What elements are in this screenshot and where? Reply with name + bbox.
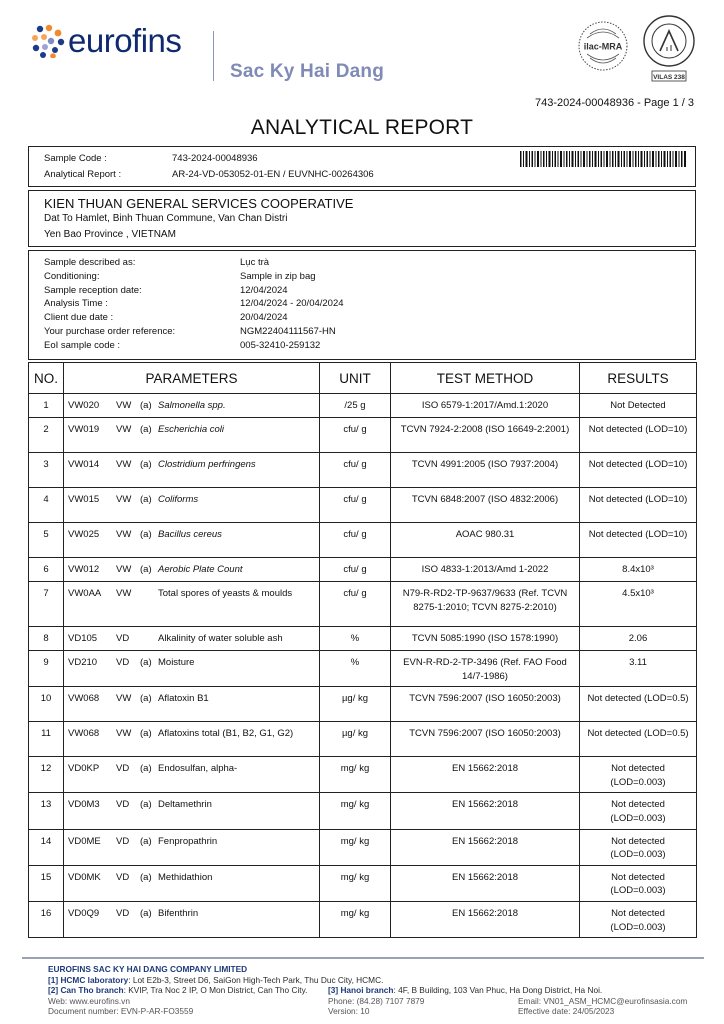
parameter-type: VW bbox=[116, 494, 132, 505]
parameter-cell bbox=[64, 418, 320, 453]
parameter-cell bbox=[64, 627, 320, 651]
table-row bbox=[29, 523, 697, 558]
footer-divider bbox=[22, 957, 704, 959]
parameter-code: VD0Q9 bbox=[68, 907, 100, 919]
parameter-type: VW bbox=[116, 459, 132, 470]
parameter-name: Methidathion bbox=[158, 871, 213, 883]
result-cell: Not detected (LOD=0.003) bbox=[580, 829, 697, 865]
parameter-name: Clostridium perfringens bbox=[158, 459, 256, 470]
parameter-type: VD bbox=[116, 657, 130, 668]
accreditation-mark: (a) bbox=[140, 799, 152, 811]
unit-cell: µg/ kg bbox=[320, 722, 391, 757]
sample-info-label: Your purchase order reference: bbox=[44, 326, 176, 337]
accreditation-mark: (a) bbox=[140, 657, 152, 668]
table-row bbox=[29, 418, 697, 453]
row-number: 4 bbox=[29, 488, 64, 523]
sample-info-label: Sample described as: bbox=[44, 257, 136, 268]
brand-logo-text: eurofins bbox=[68, 22, 182, 59]
unit-cell: cfu/ g bbox=[320, 582, 391, 627]
row-number: 7 bbox=[29, 582, 64, 627]
row-number: 5 bbox=[29, 523, 64, 558]
accreditation-mark: (a) bbox=[140, 494, 152, 505]
row-number: 8 bbox=[29, 627, 64, 651]
table-row bbox=[29, 901, 697, 937]
parameter-name: Deltamethrin bbox=[158, 799, 212, 811]
table-row bbox=[29, 582, 697, 627]
table-row bbox=[29, 865, 697, 901]
parameter-name: Fenpropathrin bbox=[158, 835, 218, 847]
test-method-cell: EN 15662:2018 bbox=[391, 901, 580, 937]
accreditation-seal-icon bbox=[640, 14, 698, 84]
unit-cell: µg/ kg bbox=[320, 687, 391, 722]
footer-hcmc-label: [1] HCMC laboratory bbox=[48, 974, 129, 985]
row-number: 10 bbox=[29, 687, 64, 722]
parameter-name: Endosulfan, alpha- bbox=[158, 763, 238, 775]
result-cell: Not detected (LOD=0.5) bbox=[580, 722, 697, 757]
parameter-code: VD0M3 bbox=[68, 799, 100, 811]
parameter-code: VW025 bbox=[68, 529, 100, 540]
parameter-code: VW068 bbox=[68, 728, 100, 740]
parameter-type: VD bbox=[116, 835, 130, 847]
result-cell: Not detected (LOD=0.003) bbox=[580, 901, 697, 937]
page-title: ANALYTICAL REPORT bbox=[250, 116, 474, 139]
parameter-code: VD210 bbox=[68, 657, 98, 668]
parameter-type: VW bbox=[116, 529, 132, 540]
logo-divider bbox=[213, 31, 214, 81]
parameter-name: Escherichia coli bbox=[158, 424, 224, 435]
test-method-cell: AOAC 980.31 bbox=[391, 523, 580, 558]
table-row bbox=[29, 394, 697, 418]
accreditation-mark: (a) bbox=[140, 693, 152, 705]
footer-hanoi-label: [3] Hanoi branch bbox=[328, 985, 394, 996]
row-number: 11 bbox=[29, 722, 64, 757]
parameter-name: Moisture bbox=[158, 657, 195, 668]
parameter-type: VW bbox=[116, 693, 132, 705]
parameter-code: VW015 bbox=[68, 494, 100, 505]
parameter-code: VW068 bbox=[68, 693, 100, 705]
parameter-cell bbox=[64, 523, 320, 558]
result-cell: Not detected (LOD=10) bbox=[580, 418, 697, 453]
sample-info-label: Conditioning: bbox=[44, 270, 100, 282]
sample-code-value: 743-2024-00048936 bbox=[172, 153, 258, 164]
parameter-cell bbox=[64, 757, 320, 793]
test-method-cell: EN 15662:2018 bbox=[391, 793, 580, 829]
test-method-cell: EN 15662:2018 bbox=[391, 829, 580, 865]
row-number: 16 bbox=[29, 901, 64, 937]
footer-web-link[interactable]: Web: www.eurofins.vn bbox=[48, 995, 130, 1006]
unit-cell: mg/ kg bbox=[320, 901, 391, 937]
parameter-name: Total spores of yeasts & moulds bbox=[158, 588, 293, 599]
parameter-code: VD0KP bbox=[68, 763, 100, 775]
footer-doc-row bbox=[48, 1006, 718, 1017]
accreditation-mark: (a) bbox=[140, 459, 152, 470]
unit-cell: mg/ kg bbox=[320, 793, 391, 829]
col-header-no: NO. bbox=[29, 363, 64, 394]
eurofins-logo-icon bbox=[31, 24, 65, 58]
unit-cell: mg/ kg bbox=[320, 865, 391, 901]
parameter-cell bbox=[64, 488, 320, 523]
parameter-cell bbox=[64, 865, 320, 901]
test-method-cell: TCVN 5085:1990 (ISO 1578:1990) bbox=[391, 627, 580, 651]
unit-cell: % bbox=[320, 651, 391, 687]
parameter-name: Bifenthrin bbox=[158, 907, 199, 919]
parameter-cell bbox=[64, 793, 320, 829]
parameter-name: Aflatoxin B1 bbox=[158, 693, 209, 705]
parameter-type: VD bbox=[116, 871, 130, 883]
test-method-cell: EN 15662:2018 bbox=[391, 865, 580, 901]
test-method-cell: TCVN 6848:2007 (ISO 4832:2006) bbox=[391, 488, 580, 523]
parameter-name: Coliforms bbox=[158, 494, 199, 505]
result-cell: Not detected (LOD=0.003) bbox=[580, 865, 697, 901]
parameter-cell bbox=[64, 651, 320, 687]
table-row bbox=[29, 558, 697, 582]
result-cell: 3.11 bbox=[580, 651, 697, 687]
parameter-cell bbox=[64, 558, 320, 582]
col-header-results: RESULTS bbox=[580, 363, 697, 394]
accreditation-mark: (a) bbox=[140, 907, 152, 919]
table-row bbox=[29, 793, 697, 829]
row-number: 12 bbox=[29, 757, 64, 793]
accreditation-mark: (a) bbox=[140, 763, 152, 775]
table-header-row bbox=[29, 363, 697, 394]
sample-info-value: 12/04/2024 bbox=[240, 284, 288, 296]
page-indicator: 743-2024-00048936 - Page 1 / 3 bbox=[534, 97, 694, 109]
row-number: 3 bbox=[29, 453, 64, 488]
row-number: 14 bbox=[29, 829, 64, 865]
parameter-code: VW0AA bbox=[68, 588, 102, 599]
parameter-code: VD105 bbox=[68, 633, 98, 644]
unit-cell: cfu/ g bbox=[320, 523, 391, 558]
sample-info-label: EoI sample code : bbox=[44, 339, 121, 351]
parameter-name: Salmonella spp. bbox=[158, 400, 226, 411]
row-number: 15 bbox=[29, 865, 64, 901]
parameter-cell bbox=[64, 901, 320, 937]
footer-hcmc-address: : Lot E2b-3, Street D6, SaiGon High-Tech Park, Thu Duc City, HCMC. bbox=[128, 974, 384, 985]
footer-branches-row bbox=[48, 985, 718, 996]
parameter-code: VW014 bbox=[68, 459, 100, 470]
sample-info-value: 12/04/2024 - 20/04/2024 bbox=[240, 298, 344, 310]
unit-cell: cfu/ g bbox=[320, 488, 391, 523]
test-method-cell: ISO 4833-1:2013/Amd 1-2022 bbox=[391, 558, 580, 582]
parameter-name: Bacillus cereus bbox=[158, 529, 222, 540]
sample-info-value: Lục trà bbox=[240, 257, 270, 268]
result-cell: Not detected (LOD=0.003) bbox=[580, 757, 697, 793]
analytical-report-value: AR-24-VD-053052-01-EN / EUVNHC-00264306 bbox=[172, 169, 374, 180]
parameter-name: Alkalinity of water soluble ash bbox=[158, 633, 283, 644]
parameter-type: VD bbox=[116, 763, 130, 775]
accreditation-mark: (a) bbox=[140, 728, 152, 740]
customer-name: KIEN THUAN GENERAL SERVICES COOPERATIVE bbox=[44, 196, 354, 211]
unit-cell: % bbox=[320, 627, 391, 651]
footer bbox=[48, 964, 718, 1017]
footer-hanoi-address: : 4F, B Building, 103 Van Phuc, Ha Dong District, Ha Noi. bbox=[393, 985, 603, 996]
result-cell: Not detected (LOD=10) bbox=[580, 453, 697, 488]
col-header-method: TEST METHOD bbox=[391, 363, 580, 394]
test-method-cell: N79-R-RD2-TP-9637/9633 (Ref. TCVN 8275-1:2010; TCVN 8275-2:2010) bbox=[391, 582, 580, 627]
barcode-icon bbox=[520, 151, 686, 167]
table-row bbox=[29, 488, 697, 523]
footer-effective-date: Effective date: 24/05/2023 bbox=[518, 1006, 615, 1017]
sample-info-value: NGM22404111567-HN bbox=[240, 326, 336, 337]
customer-address-line2: Yen Bao Province , VIETNAM bbox=[44, 229, 176, 240]
ilac-mra-seal-icon bbox=[577, 20, 629, 72]
sample-info-value: Sample in zip bag bbox=[240, 270, 316, 282]
result-cell: Not Detected bbox=[580, 394, 697, 418]
test-method-cell: ISO 6579-1:2017/Amd.1:2020 bbox=[391, 394, 580, 418]
parameter-code: VD0MK bbox=[68, 871, 101, 883]
result-cell: Not detected (LOD=0.5) bbox=[580, 687, 697, 722]
row-number: 9 bbox=[29, 651, 64, 687]
parameter-type: VW bbox=[116, 424, 132, 435]
parameter-type: VD bbox=[116, 799, 130, 811]
accreditation-mark: (a) bbox=[140, 529, 152, 540]
sample-info-label: Analysis Time : bbox=[44, 298, 108, 310]
parameter-cell bbox=[64, 453, 320, 488]
accreditation-mark: (a) bbox=[140, 400, 152, 411]
table-row bbox=[29, 453, 697, 488]
footer-company: EUROFINS SAC KY HAI DANG COMPANY LIMITED bbox=[48, 964, 248, 974]
unit-cell: mg/ kg bbox=[320, 757, 391, 793]
analytical-report-label: Analytical Report : bbox=[44, 169, 122, 180]
row-number: 13 bbox=[29, 793, 64, 829]
parameter-type: VD bbox=[116, 633, 130, 644]
parameter-type: VW bbox=[116, 588, 132, 599]
accreditation-mark: (a) bbox=[140, 424, 152, 435]
unit-cell: /25 g bbox=[320, 394, 391, 418]
row-number: 6 bbox=[29, 558, 64, 582]
accreditation-mark: (a) bbox=[140, 835, 152, 847]
table-row bbox=[29, 651, 697, 687]
parameter-code: VW019 bbox=[68, 424, 100, 435]
results-table bbox=[28, 362, 697, 938]
parameter-cell bbox=[64, 829, 320, 865]
table-row bbox=[29, 757, 697, 793]
sample-info-label: Client due date : bbox=[44, 312, 114, 324]
vilas-text: VILAS 238 bbox=[653, 74, 685, 81]
footer-hcmc bbox=[48, 975, 718, 986]
result-cell: Not detected (LOD=10) bbox=[580, 488, 697, 523]
parameter-code: VW020 bbox=[68, 400, 100, 411]
parameter-cell bbox=[64, 394, 320, 418]
test-method-cell: EN 15662:2018 bbox=[391, 757, 580, 793]
parameter-type: VD bbox=[116, 907, 130, 919]
customer-address-line1: Dat To Hamlet, Binh Thuan Commune, Van Chan Distri bbox=[44, 213, 288, 224]
sample-info-value: 20/04/2024 bbox=[240, 312, 288, 324]
unit-cell: cfu/ g bbox=[320, 453, 391, 488]
row-number: 1 bbox=[29, 394, 64, 418]
unit-cell: cfu/ g bbox=[320, 558, 391, 582]
table-row bbox=[29, 829, 697, 865]
footer-doc-number: Document number: EVN-P-AR-FO3559 bbox=[48, 1006, 194, 1017]
test-method-cell: EVN-R-RD-2-TP-3496 (Ref. FAO Food 14/7-1986) bbox=[391, 651, 580, 687]
test-method-cell: TCVN 7596:2007 (ISO 16050:2003) bbox=[391, 687, 580, 722]
footer-phone: Phone: (84.28) 7107 7879 bbox=[328, 995, 425, 1006]
result-cell: 8.4x10³ bbox=[580, 558, 697, 582]
table-row bbox=[29, 627, 697, 651]
table-row bbox=[29, 722, 697, 757]
parameter-type: VW bbox=[116, 728, 132, 740]
sample-code-label: Sample Code : bbox=[44, 153, 107, 164]
parameter-cell bbox=[64, 582, 320, 627]
parameter-name: Aerobic Plate Count bbox=[158, 564, 243, 575]
col-header-unit: UNIT bbox=[320, 363, 391, 394]
result-cell: Not detected (LOD=10) bbox=[580, 523, 697, 558]
test-method-cell: TCVN 4991:2005 (ISO 7937:2004) bbox=[391, 453, 580, 488]
sample-info-label: Sample reception date: bbox=[44, 284, 142, 296]
accreditation-mark: (a) bbox=[140, 564, 152, 575]
sub-brand-text: Sac Ky Hai Dang bbox=[230, 61, 384, 82]
parameter-type: VW bbox=[116, 564, 132, 575]
footer-version: Version: 10 bbox=[328, 1006, 370, 1017]
accreditation-mark: (a) bbox=[140, 871, 152, 883]
table-row bbox=[29, 687, 697, 722]
result-cell: 4.5x10³ bbox=[580, 582, 697, 627]
result-cell: Not detected (LOD=0.003) bbox=[580, 793, 697, 829]
svg-text:ilac-MRA: ilac-MRA bbox=[583, 41, 623, 52]
parameter-code: VW012 bbox=[68, 564, 100, 575]
footer-cantho-address: : KVIP, Tra Noc 2 IP, O Mon District, Can Tho City. bbox=[123, 985, 308, 996]
row-number: 2 bbox=[29, 418, 64, 453]
unit-cell: cfu/ g bbox=[320, 418, 391, 453]
test-method-cell: TCVN 7924-2:2008 (ISO 16649-2:2001) bbox=[391, 418, 580, 453]
unit-cell: mg/ kg bbox=[320, 829, 391, 865]
footer-cantho-label: [2] Can Tho branch bbox=[48, 985, 124, 996]
parameter-code: VD0ME bbox=[68, 835, 101, 847]
parameter-type: VW bbox=[116, 400, 132, 411]
parameter-name: Aflatoxins total (B1, B2, G1, G2) bbox=[158, 728, 294, 740]
footer-contact-row bbox=[48, 996, 718, 1007]
col-header-parameters: PARAMETERS bbox=[64, 363, 320, 394]
sample-info-value: 005-32410-259132 bbox=[240, 339, 321, 351]
test-method-cell: TCVN 7596:2007 (ISO 16050:2003) bbox=[391, 722, 580, 757]
parameter-cell bbox=[64, 722, 320, 757]
footer-email-link[interactable]: Email: VN01_ASM_HCMC@eurofinsasia.com bbox=[518, 995, 688, 1006]
parameter-cell bbox=[64, 687, 320, 722]
result-cell: 2.06 bbox=[580, 627, 697, 651]
